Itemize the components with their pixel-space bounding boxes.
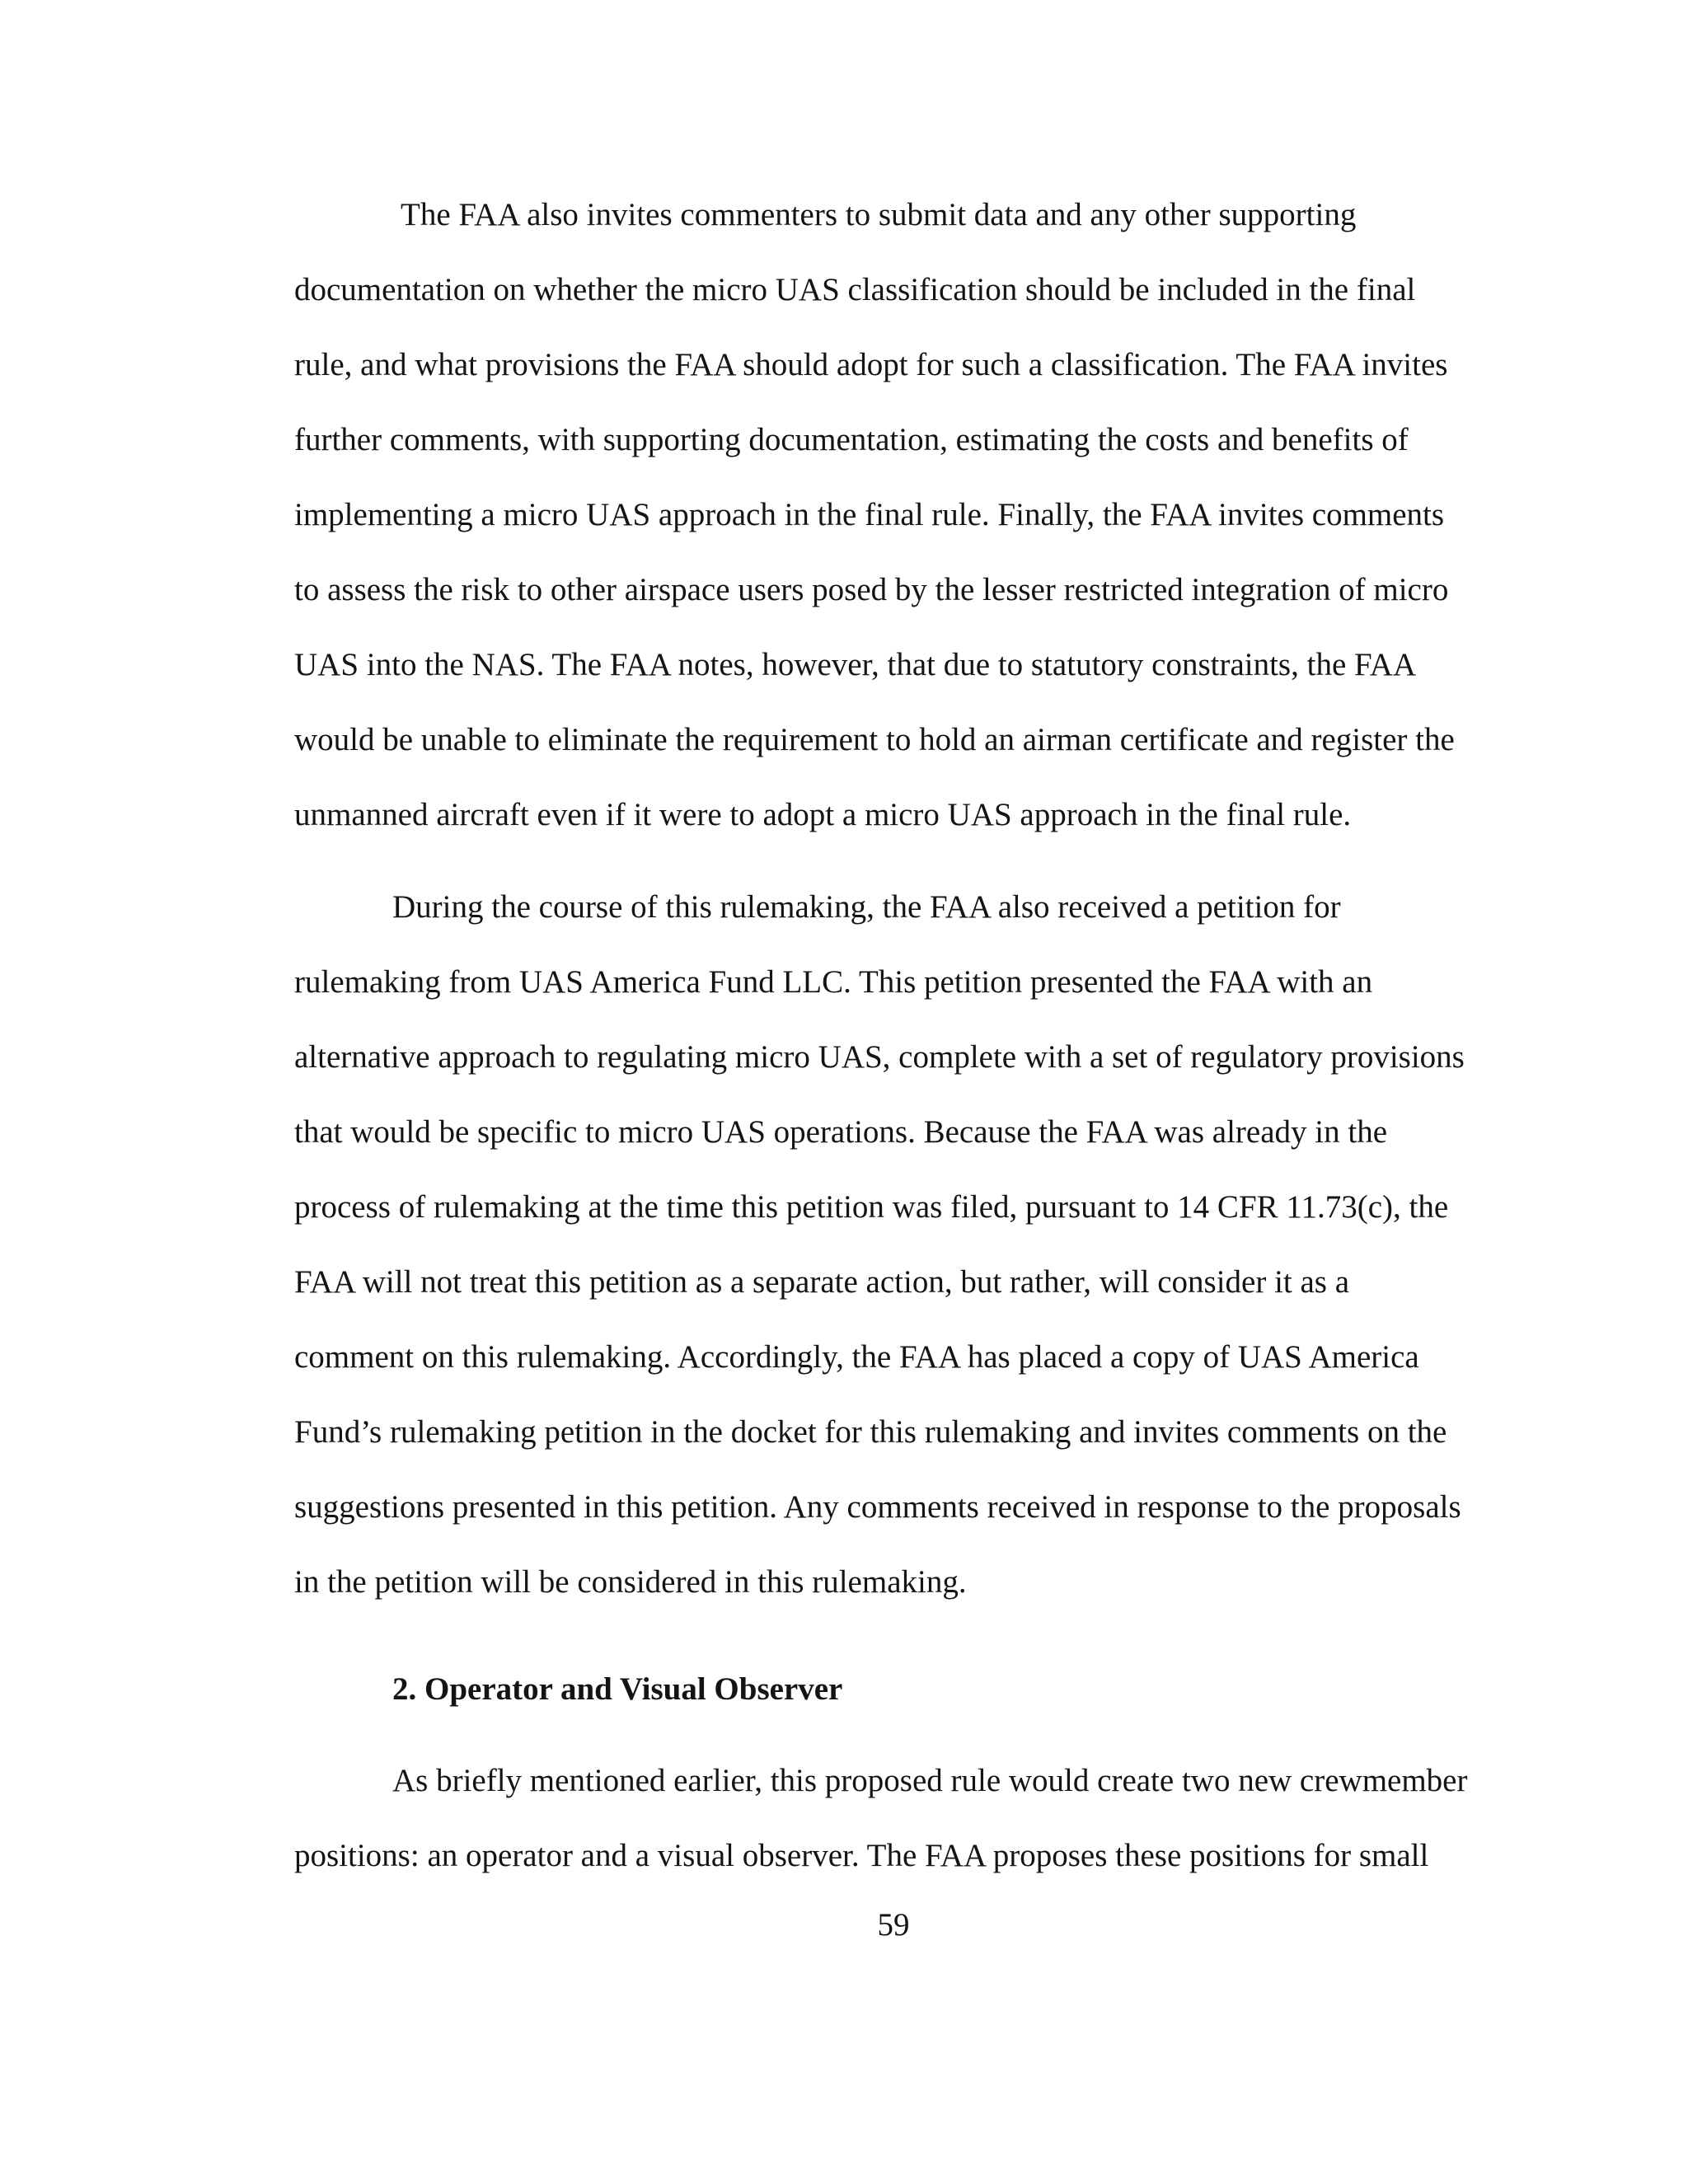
paragraph-line: implementing a micro UAS approach in the final rule. Finally, the FAA invites comments	[294, 497, 1445, 532]
paragraph-line: in the petition will be considered in this rulemaking.	[294, 1564, 967, 1600]
paragraph-line: to assess the risk to other airspace users posed by the lesser restricted integration of micro	[294, 572, 1449, 607]
paragraph-line: The FAA also invites commenters to submit data and any other supporting	[401, 197, 1357, 232]
page-number: 59	[877, 1907, 910, 1943]
section-heading: 2. Operator and Visual Observer	[392, 1671, 843, 1707]
paragraph-line: As briefly mentioned earlier, this proposed rule would create two new crewmember	[392, 1763, 1468, 1798]
paragraph-line: positions: an operator and a visual observer. The FAA proposes these positions for small	[294, 1838, 1429, 1873]
paragraph-line: process of rulemaking at the time this petition was filed, pursuant to 14 CFR 11.73(c), the	[294, 1189, 1449, 1225]
paragraph-line: documentation on whether the micro UAS classification should be included in the final	[294, 272, 1416, 307]
paragraph-line: Fund’s rulemaking petition in the docket for this rulemaking and invites comments on the	[294, 1414, 1447, 1450]
paragraph-line: rule, and what provisions the FAA should adopt for such a classification. The FAA invites	[294, 347, 1448, 382]
paragraph-line: UAS into the NAS. The FAA notes, however, that due to statutory constraints, the FAA	[294, 647, 1417, 682]
paragraph-line: alternative approach to regulating micro UAS, complete with a set of regulatory provisions	[294, 1039, 1465, 1075]
paragraph-line: further comments, with supporting documentation, estimating the costs and benefits of	[294, 422, 1409, 457]
paragraph-line: that would be specific to micro UAS operations. Because the FAA was already in the	[294, 1114, 1388, 1150]
paragraph-line: would be unable to eliminate the requirement to hold an airman certificate and register the	[294, 722, 1455, 757]
paragraph-line: During the course of this rulemaking, the FAA also received a petition for	[392, 889, 1341, 925]
paragraph-line: suggestions presented in this petition. Any comments received in response to the proposals	[294, 1489, 1461, 1525]
paragraph-line: comment on this rulemaking. Accordingly, the FAA has placed a copy of UAS America	[294, 1339, 1419, 1375]
paragraph-line: rulemaking from UAS America Fund LLC. This petition presented the FAA with an	[294, 964, 1373, 1000]
paragraph-line: unmanned aircraft even if it were to adopt a micro UAS approach in the final rule.	[294, 797, 1352, 832]
paragraph-line: FAA will not treat this petition as a separate action, but rather, will consider it as a	[294, 1264, 1350, 1300]
